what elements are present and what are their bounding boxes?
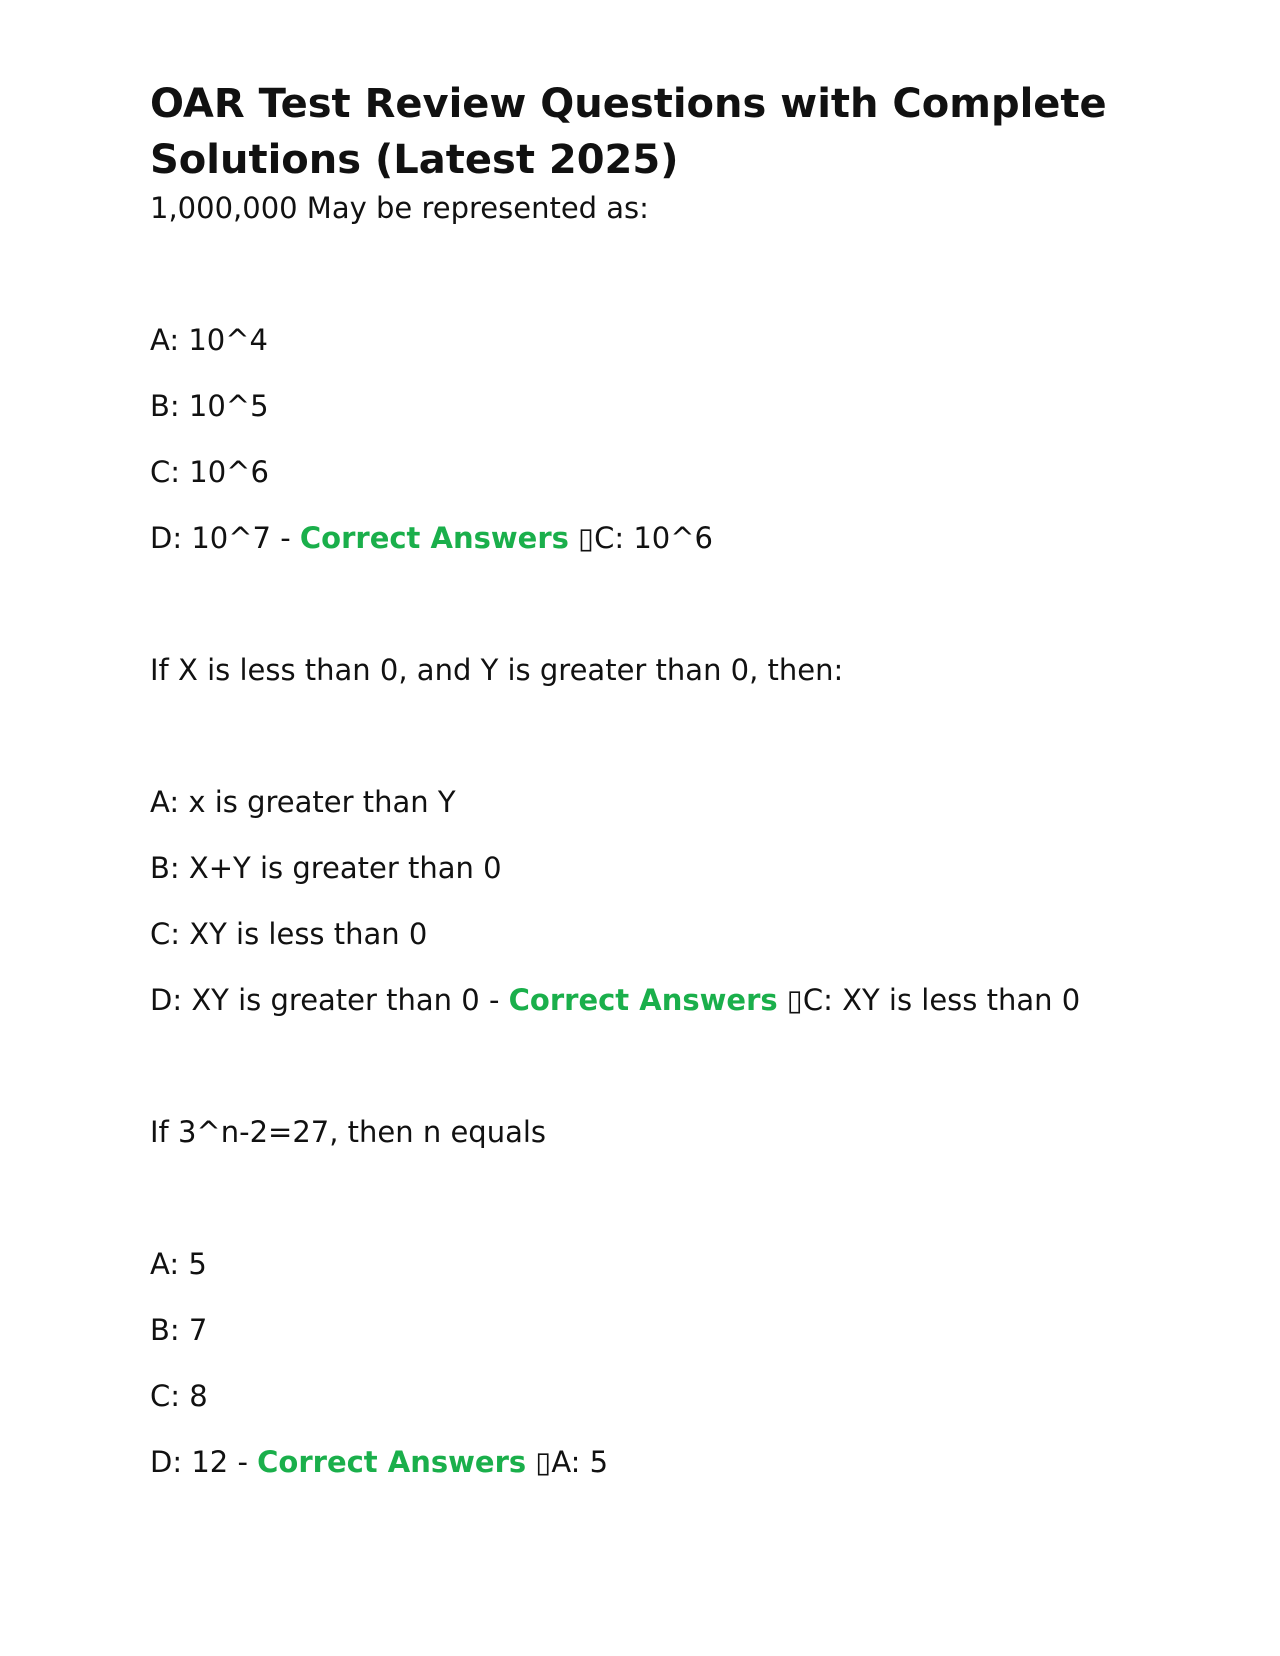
answer-separator: -	[228, 1445, 258, 1479]
question-block-1	[150, 188, 1130, 558]
option-d: D: 12	[150, 1445, 229, 1479]
question-prompt: If 3^n-2=27, then n equals	[150, 1115, 547, 1149]
correct-answer-value: C: 10^6	[594, 521, 713, 555]
question-prompt: 1,000,000 May be represented as:	[150, 191, 649, 225]
question-block-2	[150, 650, 1130, 1020]
missing-glyph-icon: ▯	[535, 1445, 552, 1479]
missing-glyph-icon: ▯	[786, 983, 803, 1017]
option-d: D: 10^7	[150, 521, 271, 555]
option-a: A: 10^4	[150, 323, 268, 357]
option-c: C: XY is less than 0	[150, 917, 428, 951]
answer-separator: -	[479, 983, 509, 1017]
missing-glyph-icon: ▯	[578, 521, 595, 555]
document-title: OAR Test Review Questions with Complete Solutions (Latest 2025)	[150, 81, 1107, 183]
question-block-3	[150, 1112, 1130, 1482]
option-c: C: 10^6	[150, 455, 269, 489]
option-d: D: XY is greater than 0	[150, 983, 480, 1017]
option-b: B: 10^5	[150, 389, 269, 423]
option-c: C: 8	[150, 1379, 208, 1413]
option-d-with-answer	[150, 980, 1130, 1020]
correct-answer-value: A: 5	[551, 1445, 609, 1479]
answer-separator: -	[270, 521, 300, 555]
option-b: B: 7	[150, 1313, 208, 1347]
question-prompt: If X is less than 0, and Y is greater than 0, then:	[150, 653, 844, 687]
document-page	[150, 76, 1130, 1482]
option-b: B: X+Y is greater than 0	[150, 851, 502, 885]
option-d-with-answer	[150, 1442, 1130, 1482]
option-a: A: 5	[150, 1247, 207, 1281]
correct-answers-label: Correct Answers	[257, 1445, 527, 1479]
correct-answers-label: Correct Answers	[299, 521, 569, 555]
option-a: A: x is greater than Y	[150, 785, 456, 819]
correct-answer-value: C: XY is less than 0	[802, 983, 1081, 1017]
correct-answers-label: Correct Answers	[508, 983, 778, 1017]
option-d-with-answer	[150, 518, 1130, 558]
